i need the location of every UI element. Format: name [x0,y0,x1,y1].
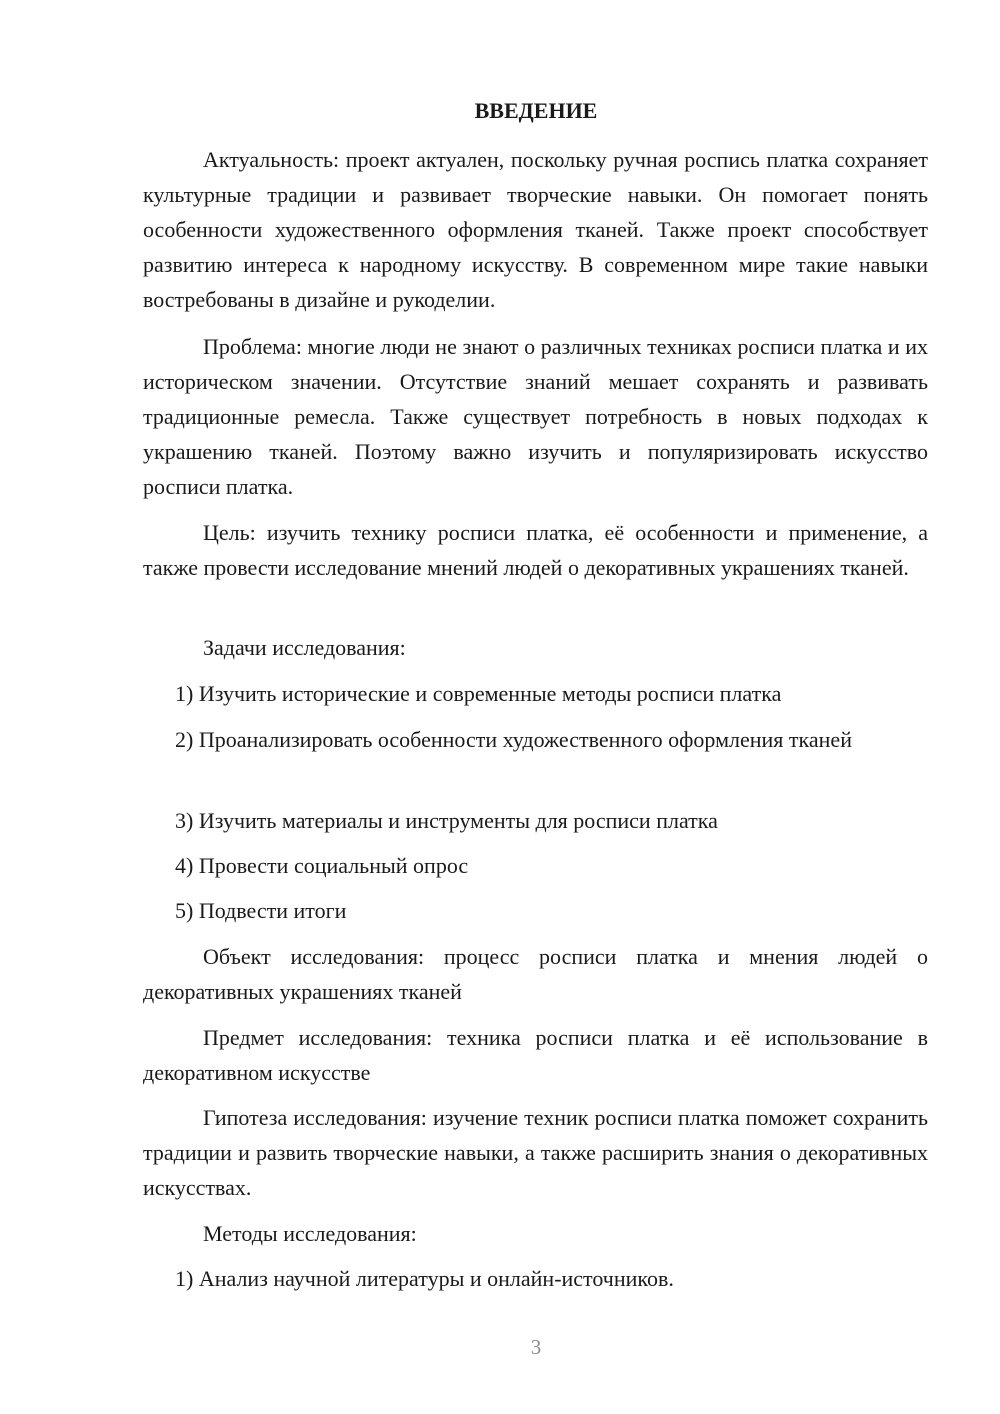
problem-paragraph: Проблема: многие люди не знают о различных техниках росписи платка и их историческом значении. Отсутствие знаний мешает сохранять и развивать традиционные ремесла. Также существует потребность в новых подходах к украшению тканей. Поэтому важно изучить и популяризировать искусство росписи платка. [143,334,928,499]
hypothesis-paragraph: Гипотеза исследования: изучение техник росписи платка поможет сохранить традиции и развить творческие навыки, а также расширить знания о декоративных искусствах. [143,1105,928,1200]
task-item-5: 5) Подвести итоги [175,898,347,923]
methods-label: Методы исследования: [203,1221,417,1246]
task-item-4: 4) Провести социальный опрос [175,853,469,878]
tasks-label: Задачи исследования: [203,635,406,660]
section-heading: ВВЕДЕНИЕ [474,98,598,123]
goal-paragraph: Цель: изучить технику росписи платка, её особенности и применение, а также провести исследование мнений людей о декоративных украшениях тканей. [143,520,928,580]
subject-paragraph: Предмет исследования: техника росписи платка и её использование в декоративном искусстве [143,1025,928,1085]
relevance-paragraph: Актуальность: проект актуален, поскольку ручная роспись платка сохраняет культурные традиции и развивает творческие навыки. Он помогает понять особенности художественного оформления тканей. Также проект способствует развитию интереса к народному искусству. В современном мире такие навыки востребованы в дизайне и рукоделии. [143,147,928,312]
object-paragraph: Объект исследования: процесс росписи платка и мнения людей о декоративных украшениях тканей [143,944,928,1004]
task-item-2: 2) Проанализировать особенности художественного оформления тканей [175,727,852,752]
method-item-1: 1) Анализ научной литературы и онлайн-источников. [175,1266,674,1291]
task-item-1: 1) Изучить исторические и современные методы росписи платка [175,681,782,706]
task-item-3: 3) Изучить материалы и инструменты для росписи платка [175,808,718,833]
page-number: 3 [530,1335,542,1359]
